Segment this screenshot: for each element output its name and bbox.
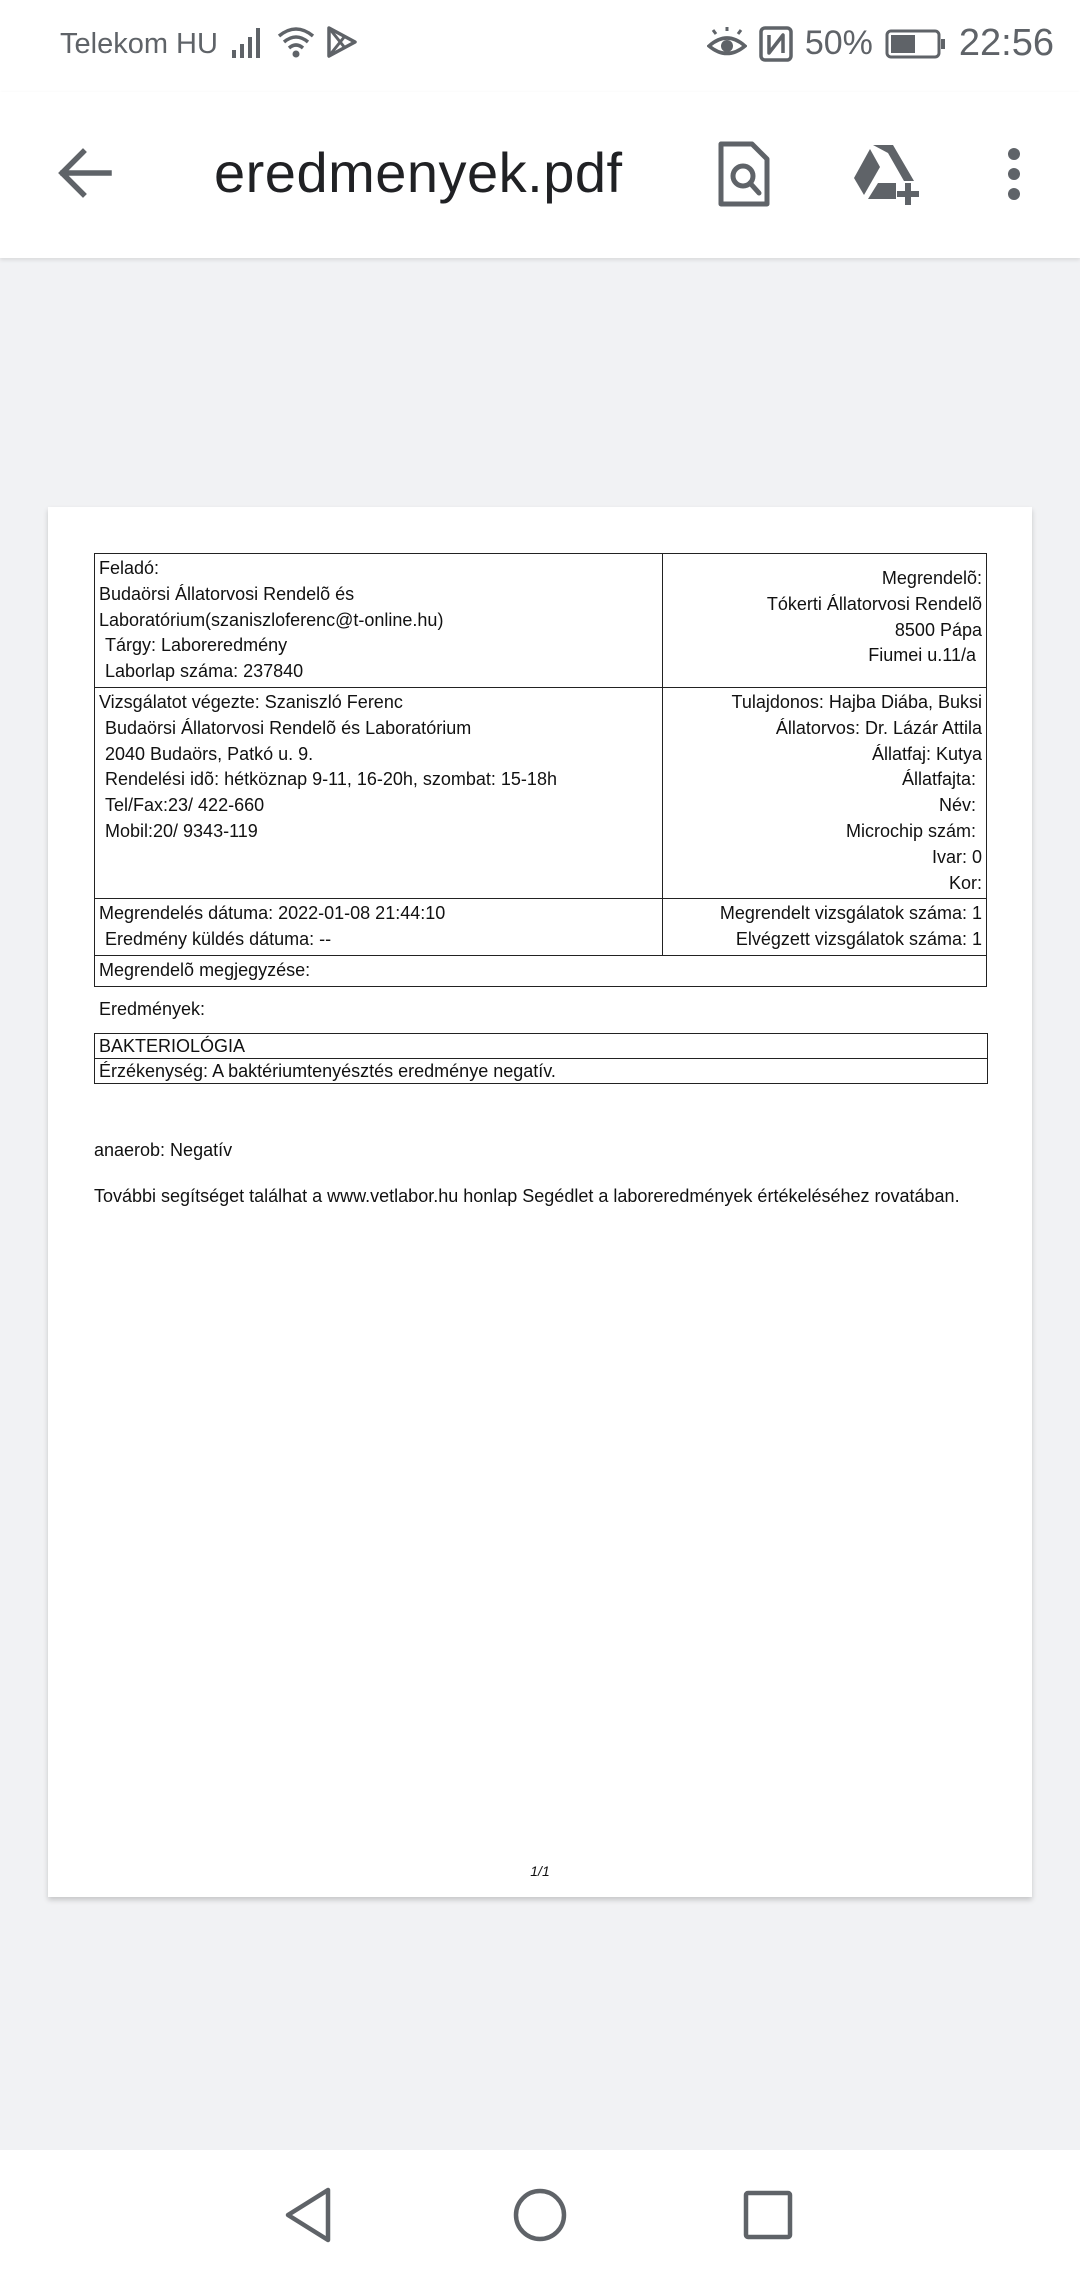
- battery-percent: 50%: [804, 24, 873, 62]
- sheet-number: Laborlap száma: 237840: [105, 661, 304, 682]
- microchip: Microchip szám:: [845, 820, 976, 841]
- orderer-label: Megrendelõ:: [881, 568, 982, 588]
- sender-label: Feladó:: [99, 558, 160, 578]
- animal-name: Név:: [938, 795, 976, 816]
- more-options-button[interactable]: [976, 136, 1052, 212]
- vet: Állatorvos: Dr. Lázár Attila: [775, 717, 982, 738]
- drive-add-icon: [850, 143, 922, 205]
- nfc-icon: [759, 26, 793, 62]
- counts-cell: [663, 899, 987, 956]
- pdf-page[interactable]: [48, 507, 1032, 1897]
- dates-cell: [95, 899, 663, 956]
- navigation-bar: [0, 2150, 1080, 2280]
- play-store-icon: [326, 25, 358, 59]
- performed-by: Vizsgálatot végezte: Szaniszló Ferenc: [99, 691, 403, 712]
- document-title: eredmenyek.pdf: [214, 141, 623, 204]
- phone-fax: Tel/Fax:23/ 422-660: [105, 795, 265, 816]
- results-label: Eredmények:: [99, 998, 206, 1019]
- patient-cell: [663, 687, 987, 898]
- add-to-drive-button[interactable]: [848, 136, 924, 212]
- back-arrow-icon: [57, 148, 113, 198]
- breed: Állatfajta:: [901, 769, 976, 790]
- owner: Tulajdonos: Hajba Diába, Buksi: [731, 691, 982, 712]
- age: Kor:: [948, 872, 982, 893]
- nav-home-button[interactable]: [500, 2182, 580, 2248]
- back-button[interactable]: [50, 138, 120, 208]
- orderer-cell: [663, 554, 987, 688]
- results-sensitivity: Érzékenység: A baktériumtenyésztés eredménye negatív.: [95, 1058, 988, 1083]
- orderer-city: 8500 Pápa: [894, 619, 982, 640]
- clock: 22:56: [958, 22, 1054, 64]
- completed-count: Elvégzett vizsgálatok száma: 1: [735, 929, 982, 950]
- eye-comfort-icon: [707, 27, 747, 61]
- header-table: [94, 553, 987, 987]
- page-number: 1/1: [530, 1863, 550, 1879]
- lab-address: 2040 Budaörs, Patkó u. 9.: [105, 743, 314, 764]
- battery-icon: [885, 28, 947, 60]
- more-vert-icon: [1004, 146, 1024, 202]
- sex: Ivar: 0: [931, 846, 982, 867]
- order-date: Megrendelés dátuma: 2022-01-08 21:44:10: [99, 903, 446, 924]
- sender-line-1: Budaörsi Állatorvosi Rendelõ és: [99, 583, 355, 604]
- nav-back-button[interactable]: [268, 2182, 348, 2248]
- species: Állatfaj: Kutya: [871, 743, 982, 764]
- help-text: További segítséget találhat a www.vetlabor.hu honlap Segédlet a laboreredmények értékeléséhez rovatában.: [94, 1186, 960, 1207]
- sender-line-2: Laboratórium(szaniszloferenc@t-online.hu): [99, 609, 444, 630]
- signal-icon: [230, 24, 266, 60]
- carrier-name: Telekom HU: [60, 28, 218, 60]
- orderer-street: Fiumei u.11/a: [868, 645, 976, 666]
- anaerob-result: anaerob: Negatív: [94, 1139, 233, 1160]
- wifi-icon: [276, 24, 316, 60]
- orderer-name: Tókerti Állatorvosi Rendelõ: [766, 593, 982, 614]
- ordered-count: Megrendelt vizsgálatok száma: 1: [719, 903, 982, 924]
- examiner-cell: [95, 687, 663, 898]
- result-sent-date: Eredmény küldés dátuma: --: [105, 929, 332, 950]
- nav-recents-button[interactable]: [728, 2182, 808, 2248]
- orderer-note: Megrendelõ megjegyzése:: [95, 955, 987, 986]
- nav-recents-icon: [743, 2190, 793, 2240]
- app-bar: [0, 92, 1080, 258]
- mobile: Mobil:20/ 9343-119: [105, 820, 258, 841]
- status-bar: [0, 0, 1080, 92]
- results-section: BAKTERIOLÓGIA: [95, 1033, 988, 1058]
- sender-cell: [95, 554, 663, 688]
- lab-report: [94, 553, 988, 1210]
- office-hours: Rendelési idõ: hétköznap 9-11, 16-20h, szombat: 15-18h: [105, 769, 557, 790]
- results-table: [94, 1033, 988, 1084]
- subject: Tárgy: Laboreredmény: [105, 635, 288, 656]
- find-in-page-button[interactable]: [706, 136, 782, 212]
- find-in-page-icon: [716, 141, 772, 207]
- nav-back-icon: [283, 2186, 333, 2244]
- nav-home-icon: [512, 2187, 568, 2243]
- lab-name: Budaörsi Állatorvosi Rendelõ és Laboratórium: [105, 717, 472, 738]
